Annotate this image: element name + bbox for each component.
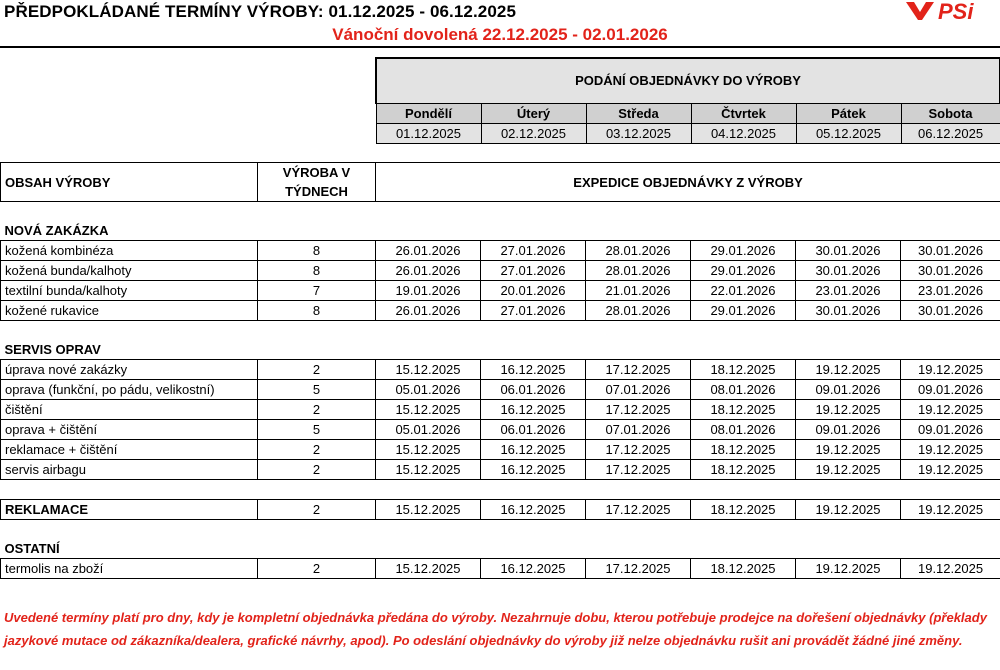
expedition-date-cell: 27.01.2026 bbox=[481, 301, 586, 321]
expedition-date-cell: 21.01.2026 bbox=[586, 281, 691, 301]
weekday-cell: Pondělí bbox=[376, 104, 481, 124]
section-title-row bbox=[1, 340, 1000, 360]
row-weeks: 5 bbox=[258, 420, 376, 440]
column-expedition: EXPEDICE OBJEDNÁVKY Z VÝROBY bbox=[376, 163, 1000, 202]
row-weeks: 2 bbox=[258, 559, 376, 579]
expedition-date-cell: 18.12.2025 bbox=[691, 559, 796, 579]
expedition-date-cell: 19.12.2025 bbox=[796, 500, 901, 520]
expedition-date-cell: 19.12.2025 bbox=[901, 360, 1000, 380]
expedition-date-cell: 19.12.2025 bbox=[901, 460, 1000, 480]
production-schedule-table bbox=[0, 162, 1000, 579]
submission-date-cell: 02.12.2025 bbox=[481, 124, 586, 144]
spacer-row bbox=[1, 202, 1000, 222]
row-weeks: 8 bbox=[258, 301, 376, 321]
row-weeks: 2 bbox=[258, 360, 376, 380]
row-weeks: 5 bbox=[258, 380, 376, 400]
expedition-date-cell: 09.01.2026 bbox=[901, 380, 1000, 400]
expedition-date-cell: 19.12.2025 bbox=[796, 440, 901, 460]
expedition-date-cell: 19.12.2025 bbox=[901, 500, 1000, 520]
expedition-date-cell: 23.01.2026 bbox=[796, 281, 901, 301]
expedition-date-cell: 09.01.2026 bbox=[796, 380, 901, 400]
expedition-date-cell: 18.12.2025 bbox=[691, 440, 796, 460]
expedition-date-cell: 26.01.2026 bbox=[376, 241, 481, 261]
expedition-date-cell: 17.12.2025 bbox=[586, 400, 691, 420]
submission-date-row bbox=[376, 124, 1000, 144]
section-title-row bbox=[1, 539, 1000, 559]
expedition-date-cell: 05.01.2026 bbox=[376, 420, 481, 440]
weekday-cell: Sobota bbox=[901, 104, 1000, 124]
expedition-date-cell: 15.12.2025 bbox=[376, 460, 481, 480]
column-content: OBSAH VÝROBY bbox=[1, 163, 258, 202]
expedition-date-cell: 26.01.2026 bbox=[376, 301, 481, 321]
expedition-date-cell: 29.01.2026 bbox=[691, 241, 796, 261]
row-label: servis airbagu bbox=[1, 460, 258, 480]
holiday-subtitle: Vánoční dovolená 22.12.2025 - 02.01.2026 bbox=[332, 25, 668, 44]
expedition-date-cell: 09.01.2026 bbox=[901, 420, 1000, 440]
expedition-date-cell: 19.12.2025 bbox=[796, 460, 901, 480]
expedition-date-cell: 30.01.2026 bbox=[796, 301, 901, 321]
expedition-date-cell: 19.12.2025 bbox=[901, 400, 1000, 420]
page-title: PŘEDPOKLÁDANÉ TERMÍNY VÝROBY: 01.12.2025 - 06.12.2025 bbox=[4, 2, 517, 21]
row-label: čištění bbox=[1, 400, 258, 420]
expedition-date-cell: 30.01.2026 bbox=[796, 241, 901, 261]
expedition-date-cell: 06.01.2026 bbox=[481, 380, 586, 400]
table-row bbox=[1, 420, 1000, 440]
disclaimer-note: Uvedené termíny platí pro dny, kdy je kompletní objednávka předána do výroby. Nezahrnuje dobu, kterou potřebuje prodejce na dořešení objednávky (překlady jazykové mutace od zákazníka/dealera, grafické návrhy, apod). Po odeslání objednávky do výroby již nelze objednávku rušit ani provádět žádné jiné změny. bbox=[4, 610, 987, 648]
weekday-row bbox=[376, 104, 1000, 124]
weekday-cell: Středa bbox=[586, 104, 691, 124]
column-weeks: VÝROBA V TÝDNECH bbox=[258, 163, 376, 202]
section-title: OSTATNÍ bbox=[4, 541, 60, 556]
expedition-date-cell: 30.01.2026 bbox=[901, 301, 1000, 321]
expedition-date-cell: 18.12.2025 bbox=[691, 360, 796, 380]
expedition-date-cell: 19.12.2025 bbox=[796, 360, 901, 380]
expedition-date-cell: 18.12.2025 bbox=[691, 400, 796, 420]
expedition-date-cell: 17.12.2025 bbox=[586, 500, 691, 520]
submission-date-cell: 05.12.2025 bbox=[796, 124, 901, 144]
expedition-date-cell: 30.01.2026 bbox=[796, 261, 901, 281]
expedition-date-cell: 28.01.2026 bbox=[586, 301, 691, 321]
expedition-date-cell: 05.01.2026 bbox=[376, 380, 481, 400]
expedition-date-cell: 07.01.2026 bbox=[586, 420, 691, 440]
table-row bbox=[1, 380, 1000, 400]
table-row bbox=[1, 241, 1000, 261]
expedition-date-cell: 08.01.2026 bbox=[691, 380, 796, 400]
expedition-date-cell: 30.01.2026 bbox=[901, 241, 1000, 261]
submission-date-cell: 03.12.2025 bbox=[586, 124, 691, 144]
expedition-date-cell: 18.12.2025 bbox=[691, 460, 796, 480]
expedition-date-cell: 15.12.2025 bbox=[376, 360, 481, 380]
weekday-cell: Úterý bbox=[481, 104, 586, 124]
expedition-date-cell: 20.01.2026 bbox=[481, 281, 586, 301]
expedition-date-cell: 23.01.2026 bbox=[901, 281, 1000, 301]
expedition-date-cell: 19.01.2026 bbox=[376, 281, 481, 301]
expedition-date-cell: 28.01.2026 bbox=[586, 241, 691, 261]
row-label: REKLAMACE bbox=[1, 500, 258, 520]
expedition-date-cell: 17.12.2025 bbox=[586, 440, 691, 460]
expedition-date-cell: 15.12.2025 bbox=[376, 440, 481, 460]
expedition-date-cell: 07.01.2026 bbox=[586, 380, 691, 400]
expedition-date-cell: 16.12.2025 bbox=[481, 400, 586, 420]
row-weeks: 2 bbox=[258, 400, 376, 420]
logo-text: PSi bbox=[938, 0, 974, 22]
row-label: reklamace + čištění bbox=[1, 440, 258, 460]
expedition-date-cell: 18.12.2025 bbox=[691, 500, 796, 520]
row-weeks: 2 bbox=[258, 460, 376, 480]
submission-date-cell: 01.12.2025 bbox=[376, 124, 481, 144]
row-weeks: 2 bbox=[258, 500, 376, 520]
table-row bbox=[1, 301, 1000, 321]
spacer-cell bbox=[1, 480, 1000, 500]
header-divider bbox=[0, 46, 1000, 48]
row-weeks: 8 bbox=[258, 261, 376, 281]
table-row bbox=[1, 460, 1000, 480]
row-label: textilní bunda/kalhoty bbox=[1, 281, 258, 301]
table-row bbox=[1, 500, 1000, 520]
section-title-row bbox=[1, 221, 1000, 241]
spacer-cell bbox=[1, 520, 1000, 540]
expedition-date-cell: 15.12.2025 bbox=[376, 500, 481, 520]
expedition-date-cell: 27.01.2026 bbox=[481, 261, 586, 281]
spacer-cell bbox=[1, 202, 1000, 222]
spacer-row bbox=[1, 520, 1000, 540]
expedition-date-cell: 27.01.2026 bbox=[481, 241, 586, 261]
row-weeks: 7 bbox=[258, 281, 376, 301]
expedition-date-cell: 26.01.2026 bbox=[376, 261, 481, 281]
weekday-cell: Pátek bbox=[796, 104, 901, 124]
order-box-title: PODÁNÍ OBJEDNÁVKY DO VÝROBY bbox=[376, 58, 1000, 104]
expedition-date-cell: 08.01.2026 bbox=[691, 420, 796, 440]
row-label: úprava nové zakázky bbox=[1, 360, 258, 380]
expedition-date-cell: 29.01.2026 bbox=[691, 261, 796, 281]
expedition-date-cell: 15.12.2025 bbox=[376, 400, 481, 420]
row-label: oprava (funkční, po pádu, velikostní) bbox=[1, 380, 258, 400]
spacer-row bbox=[1, 321, 1000, 341]
expedition-date-cell: 30.01.2026 bbox=[901, 261, 1000, 281]
expedition-date-cell: 29.01.2026 bbox=[691, 301, 796, 321]
table-row bbox=[1, 559, 1000, 579]
row-label: kožená kombinéza bbox=[1, 241, 258, 261]
table-row bbox=[1, 360, 1000, 380]
expedition-date-cell: 19.12.2025 bbox=[796, 559, 901, 579]
expedition-date-cell: 15.12.2025 bbox=[376, 559, 481, 579]
row-weeks: 8 bbox=[258, 241, 376, 261]
table-row bbox=[1, 400, 1000, 420]
expedition-date-cell: 16.12.2025 bbox=[481, 460, 586, 480]
submission-date-cell: 04.12.2025 bbox=[691, 124, 796, 144]
psi-logo bbox=[904, 0, 996, 22]
spacer-cell bbox=[1, 321, 1000, 341]
expedition-date-cell: 28.01.2026 bbox=[586, 261, 691, 281]
submission-date-cell: 06.12.2025 bbox=[901, 124, 1000, 144]
expedition-date-cell: 17.12.2025 bbox=[586, 360, 691, 380]
row-label: kožená bunda/kalhoty bbox=[1, 261, 258, 281]
expedition-date-cell: 17.12.2025 bbox=[586, 460, 691, 480]
order-submission-box bbox=[375, 57, 1000, 144]
expedition-date-cell: 16.12.2025 bbox=[481, 500, 586, 520]
weekday-cell: Čtvrtek bbox=[691, 104, 796, 124]
section-title: SERVIS OPRAV bbox=[4, 342, 101, 357]
column-header-row bbox=[1, 163, 1000, 202]
expedition-date-cell: 19.12.2025 bbox=[901, 559, 1000, 579]
expedition-date-cell: 06.01.2026 bbox=[481, 420, 586, 440]
expedition-date-cell: 19.12.2025 bbox=[901, 440, 1000, 460]
spacer-row bbox=[1, 480, 1000, 500]
table-row bbox=[1, 440, 1000, 460]
expedition-date-cell: 16.12.2025 bbox=[481, 559, 586, 579]
table-row bbox=[1, 281, 1000, 301]
expedition-date-cell: 09.01.2026 bbox=[796, 420, 901, 440]
expedition-date-cell: 16.12.2025 bbox=[481, 360, 586, 380]
table-row bbox=[1, 261, 1000, 281]
row-label: kožené rukavice bbox=[1, 301, 258, 321]
expedition-date-cell: 22.01.2026 bbox=[691, 281, 796, 301]
row-weeks: 2 bbox=[258, 440, 376, 460]
row-label: termolis na zboží bbox=[1, 559, 258, 579]
expedition-date-cell: 17.12.2025 bbox=[586, 559, 691, 579]
row-label: oprava + čištění bbox=[1, 420, 258, 440]
expedition-date-cell: 16.12.2025 bbox=[481, 440, 586, 460]
section-title: NOVÁ ZAKÁZKA bbox=[4, 223, 109, 238]
expedition-date-cell: 19.12.2025 bbox=[796, 400, 901, 420]
